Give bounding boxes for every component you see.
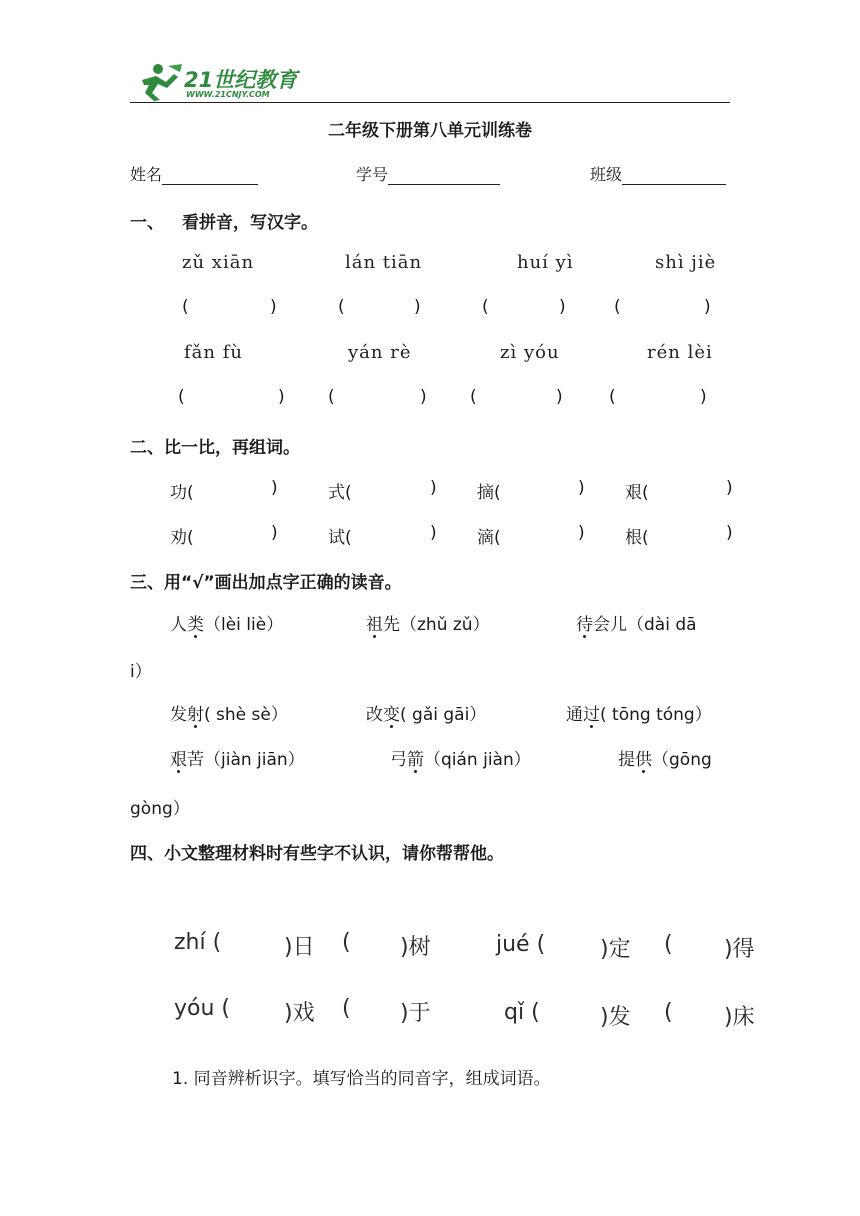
reading-options[interactable]: ( shè sè）: [204, 705, 288, 725]
answer-box-5-close: ): [278, 387, 285, 407]
compare-item[interactable]: 滴(: [477, 528, 501, 548]
compare-item[interactable]: 功(: [170, 483, 194, 503]
answer-box-6-open[interactable]: (: [328, 387, 335, 407]
answer-box-8-close: ): [700, 387, 707, 407]
site-logo: [132, 60, 302, 102]
name-label: 姓名: [130, 165, 163, 184]
item-text: 苦: [187, 750, 204, 770]
reading-options[interactable]: （jiàn jiān）: [204, 750, 305, 770]
scan-text: jué (: [496, 932, 546, 957]
scan-text: zhí (: [174, 930, 222, 955]
class-blank[interactable]: [622, 165, 726, 185]
reading-item-8[interactable]: [390, 745, 531, 770]
dotted-char: 祖: [366, 610, 383, 635]
answer-box-7-open[interactable]: (: [470, 387, 477, 407]
compare-close: ): [430, 478, 437, 498]
section-3-title: 三、用“√”画出加点字正确的读音。: [130, 573, 402, 593]
reading-item-6[interactable]: [566, 700, 712, 725]
answer-box-2-open[interactable]: (: [338, 297, 345, 317]
header-rule: [130, 102, 730, 103]
pinyin-5: fǎn fù: [184, 342, 243, 363]
item-text: 弓: [390, 750, 407, 770]
answer-box-3-close: ): [559, 297, 566, 317]
id-blank[interactable]: [388, 165, 500, 185]
pinyin-3: huí yì: [517, 252, 574, 273]
section-2-title: 二、比一比，再组词。: [130, 438, 300, 458]
reading-item-7[interactable]: [170, 745, 305, 770]
scan-text: )日: [284, 935, 315, 960]
pinyin-8: rén lèi: [647, 342, 713, 363]
compare-item[interactable]: 劝(: [170, 528, 194, 548]
answer-box-7-close: ): [556, 387, 563, 407]
item-text: 通: [566, 705, 583, 725]
compare-item[interactable]: 艰(: [625, 483, 649, 503]
item-text: 会儿: [593, 615, 627, 635]
answer-box-1-close: ): [270, 297, 277, 317]
scan-text: qǐ (: [504, 1000, 540, 1025]
dotted-char: 供: [635, 745, 652, 770]
name-blank[interactable]: [162, 165, 258, 185]
scan-text: )戏: [284, 1001, 315, 1026]
class-field[interactable]: [590, 162, 726, 185]
dotted-char: 艰: [170, 745, 187, 770]
name-field[interactable]: [130, 162, 258, 185]
reading-item-4[interactable]: [170, 700, 288, 725]
pinyin-7: zì yóu: [500, 342, 560, 363]
logo-text: 21世纪教育: [184, 68, 298, 92]
compare-item[interactable]: 式(: [328, 483, 352, 503]
compare-close: ): [578, 478, 585, 498]
section-1-heading: [130, 208, 318, 233]
id-field[interactable]: [356, 162, 500, 185]
dotted-char: 射: [187, 700, 204, 725]
answer-box-8-open[interactable]: (: [609, 387, 616, 407]
reading-item-1[interactable]: [170, 610, 283, 635]
reading-options[interactable]: （zhǔ zǔ）: [400, 615, 490, 635]
item-text: 人: [170, 615, 187, 635]
section-1-title: 看拼音，写汉字。: [182, 213, 318, 233]
scanned-exercise-image: [160, 908, 760, 1038]
answer-box-4-close: ): [704, 297, 711, 317]
reading-options[interactable]: ( tōng tóng）: [600, 705, 712, 725]
answer-box-5-open[interactable]: (: [178, 387, 185, 407]
compare-item[interactable]: 试(: [328, 528, 352, 548]
scan-text: )发: [600, 1005, 631, 1030]
scan-text: (: [664, 932, 673, 957]
dotted-char: 过: [583, 700, 600, 725]
pinyin-6: yán rè: [348, 342, 412, 363]
reading-item-5[interactable]: [366, 700, 486, 725]
compare-close: ): [578, 523, 585, 543]
logo-url: WWW.21CNJY.COM: [186, 90, 270, 99]
reading-item-3[interactable]: [576, 610, 697, 635]
compare-item[interactable]: 摘(: [477, 483, 501, 503]
reading-item-9[interactable]: [618, 745, 712, 770]
item-text: 提: [618, 750, 635, 770]
answer-box-6-close: ): [420, 387, 427, 407]
reading-item-9-wrap: gòng）: [130, 799, 190, 819]
scan-text: (: [664, 1000, 673, 1025]
scan-text: )得: [724, 937, 755, 962]
item-text: 发: [170, 705, 187, 725]
answer-box-1-open[interactable]: (: [182, 297, 189, 317]
dotted-char: 变: [383, 700, 400, 725]
pinyin-2: lán tiān: [345, 252, 423, 273]
sub-question-1: 1. 同音辨析识字。填写恰当的同音字，组成词语。: [172, 1069, 551, 1089]
answer-box-4-open[interactable]: (: [614, 297, 621, 317]
dotted-char: 类: [187, 610, 204, 635]
item-text: 先: [383, 615, 400, 635]
reading-options[interactable]: （gōng: [652, 750, 712, 770]
id-label: 学号: [356, 165, 389, 184]
reading-item-3-wrap: i）: [130, 662, 152, 682]
scan-text: )树: [400, 935, 431, 960]
scan-text: (: [342, 930, 351, 955]
scan-text: )于: [400, 1001, 431, 1026]
reading-options[interactable]: （qián jiàn）: [424, 750, 531, 770]
compare-close: ): [726, 478, 733, 498]
compare-item[interactable]: 根(: [625, 528, 649, 548]
compare-close: ): [726, 523, 733, 543]
pinyin-1: zǔ xiān: [182, 252, 255, 273]
answer-box-3-open[interactable]: (: [482, 297, 489, 317]
section-4-title: 四、小文整理材料时有些字不认识，请你帮帮他。: [130, 844, 504, 864]
answer-box-2-close: ): [414, 297, 421, 317]
compare-close: ): [271, 478, 278, 498]
pinyin-4: shì jiè: [655, 252, 717, 273]
dotted-char: 箭: [407, 745, 424, 770]
page-title: 二年级下册第八单元训练卷: [328, 121, 532, 141]
reading-item-2[interactable]: [366, 610, 490, 635]
section-1-number: 一、: [130, 213, 164, 233]
reading-options[interactable]: （lèi liè）: [204, 615, 284, 635]
reading-options[interactable]: （dài dā: [627, 615, 697, 635]
scan-text: )床: [724, 1005, 755, 1030]
item-text: 改: [366, 705, 383, 725]
scan-text: )定: [600, 937, 631, 962]
scan-text: (: [342, 996, 351, 1021]
class-label: 班级: [590, 165, 623, 184]
scan-text: yóu (: [174, 996, 230, 1021]
compare-close: ): [430, 523, 437, 543]
reading-options[interactable]: ( gǎi gāi）: [400, 705, 487, 725]
dotted-char: 待: [576, 610, 593, 635]
compare-close: ): [271, 523, 278, 543]
